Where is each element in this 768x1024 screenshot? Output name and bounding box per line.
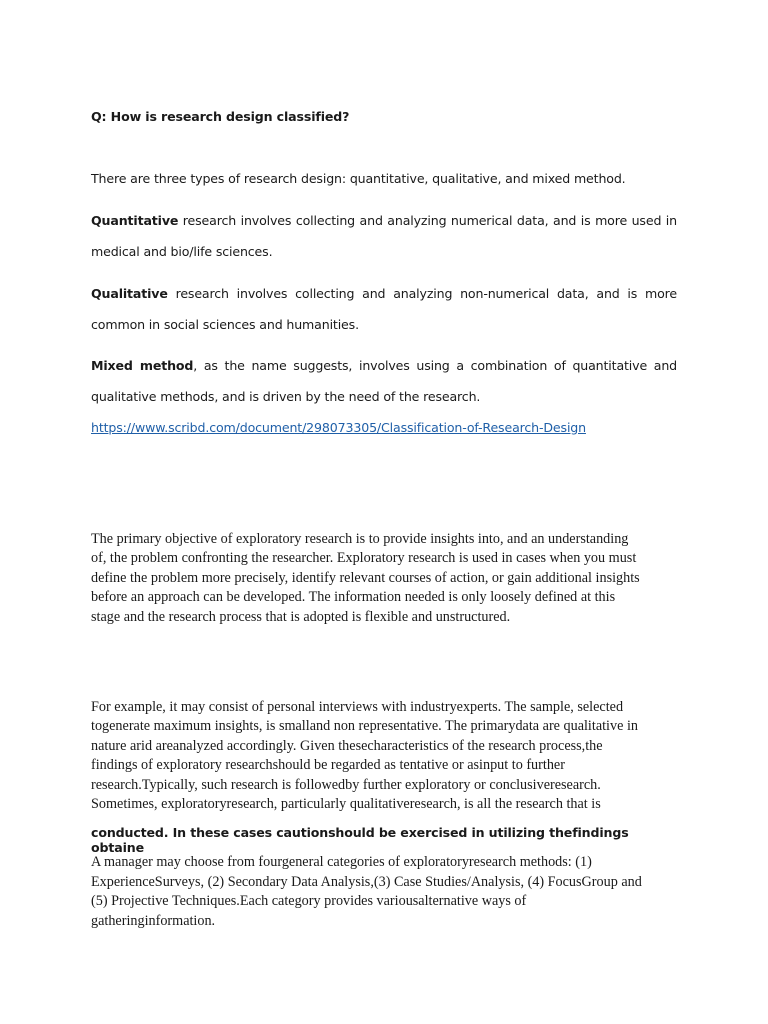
qualitative-text: research involves collecting and analyzing non-numerical data, and is more common in social sciences and humanities. bbox=[91, 286, 677, 332]
example-paragraph bbox=[91, 698, 683, 814]
text-line: gatheringinformation. bbox=[91, 912, 216, 929]
source-link[interactable]: https://www.scribd.com/document/298073305/Classification-of-Research-Design bbox=[91, 420, 586, 435]
text-line: Sometimes, exploratoryresearch, particularly qualitativeresearch, is all the research that is bbox=[91, 796, 601, 813]
text-line: The primary objective of exploratory research is to provide insights into, and an understanding bbox=[91, 531, 629, 547]
text-line: togenerate maximum insights, is smalland non representative. The primarydata are qualitative in bbox=[91, 718, 638, 735]
text-line: before an approach can be developed. The information needed is only loosely defined at this bbox=[91, 589, 616, 606]
text-line: findings of exploratory researchshould be regarded as tentative or asinput to further bbox=[91, 757, 565, 774]
intro-paragraph: There are three types of research design: quantitative, qualitative, and mixed method. bbox=[91, 171, 626, 186]
manager-paragraph bbox=[91, 853, 683, 931]
exploratory-paragraph bbox=[91, 530, 683, 627]
conducted-paragraph: conducted. In these cases cautionshould be exercised in utilizing thefindings obtaine bbox=[91, 825, 629, 855]
text-line: define the problem more precisely, identify relevant courses of action, or gain additional insights bbox=[91, 569, 640, 586]
qualitative-paragraph bbox=[91, 278, 677, 340]
text-line: (5) Projective Techniques.Each category provides variousalternative ways of bbox=[91, 893, 527, 910]
text-line: ExperienceSurveys, (2) Secondary Data Analysis,(3) Case Studies/Analysis, (4) FocusGroup and bbox=[91, 873, 642, 890]
mixed-method-paragraph bbox=[91, 350, 677, 412]
text-line: research.Typically, such research is followedby further exploratory or conclusiveresearch. bbox=[91, 776, 601, 793]
text-line: nature arid areanalyzed accordingly. Given thesecharacteristics of the research process,the bbox=[91, 737, 603, 754]
text-line: A manager may choose from fourgeneral categories of exploratoryresearch methods: (1) bbox=[91, 854, 592, 870]
quantitative-term: Quantitative bbox=[91, 213, 179, 228]
qualitative-term: Qualitative bbox=[91, 286, 168, 301]
quantitative-paragraph bbox=[91, 205, 677, 267]
mixed-method-term: Mixed method bbox=[91, 358, 194, 373]
quantitative-text: research involves collecting and analyzing numerical data, and is more used in medical and bio/life sciences. bbox=[91, 213, 677, 259]
question-heading: Q: How is research design classified? bbox=[91, 109, 350, 124]
text-line: stage and the research process that is adopted is flexible and unstructured. bbox=[91, 608, 511, 625]
text-line: of, the problem confronting the researcher. Exploratory research is used in cases when you must bbox=[91, 550, 637, 567]
text-line: For example, it may consist of personal interviews with industryexperts. The sample, selected bbox=[91, 699, 624, 715]
mixed-method-text: , as the name suggests, involves using a combination of quantitative and qualitative methods, and is driven by the need of the research. bbox=[91, 358, 677, 404]
